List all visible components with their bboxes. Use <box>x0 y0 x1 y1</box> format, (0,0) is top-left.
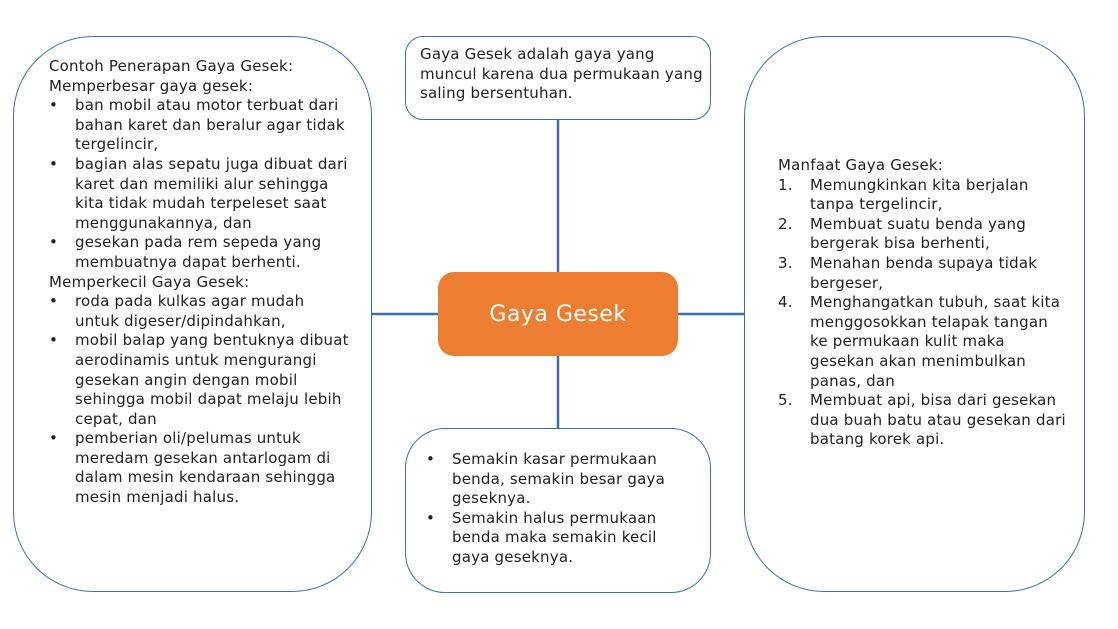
decrease-item: • mobil balap yang bentuknya dibuat aerodinamis untuk mengurangi gesekan angin dengan mobil sehingga mobil dapat melaju lebih cepat, dan <box>49 331 349 428</box>
examples-box <box>13 36 372 592</box>
benefit-item: 4. Menghangatkan tubuh, saat kita menggosokkan telapak tangan ke permukaan kulit maka gesekan akan menimbulkan panas, dan <box>778 293 1061 390</box>
benefits-content <box>778 156 1068 450</box>
bullet: • <box>49 292 59 311</box>
examples-content <box>49 57 349 508</box>
benefit-item: 1. Memungkinkan kita berjalan tanpa tergelincir, <box>778 175 1029 214</box>
bullet: • <box>49 429 59 448</box>
bullet: • <box>426 508 436 527</box>
decrease-heading: Memperkecil Gaya Gesek: <box>49 272 250 291</box>
central-topic <box>438 272 678 356</box>
bullet: • <box>49 331 59 350</box>
properties-box <box>405 428 711 593</box>
bullet: • <box>49 96 59 115</box>
benefits-box <box>744 36 1085 592</box>
bullet: • <box>426 450 436 468</box>
decrease-item: • roda pada kulkas agar mudah untuk digeser/dipindahkan, <box>49 292 305 330</box>
property-item: • Semakin halus permukaan benda maka semakin kecil gaya geseknya. <box>426 508 657 566</box>
property-item: • Semakin kasar permukaan benda, semakin besar gaya geseknya. <box>426 450 665 508</box>
increase-item: • ban mobil atau motor terbuat dari bahan karet dan beralur agar tidak tergelincir, <box>49 96 345 154</box>
increase-item: • gesekan pada rem sepeda yang membuatnya dapat berhenti. <box>49 233 322 271</box>
definition-box <box>405 36 711 120</box>
bullet: • <box>49 154 59 173</box>
bullet: • <box>49 233 59 252</box>
increase-item: • bagian alas sepatu juga dibuat dari karet dan memiliki alur sehingga kita tidak mudah terpeleset saat menggunakannya, dan <box>49 154 348 232</box>
decrease-item: • pemberian oli/pelumas untuk meredam gesekan antarlogam di dalam mesin kendaraan sehingga mesin menjadi halus. <box>49 429 336 507</box>
definition-text: Gaya Gesek adalah gaya yang muncul karena dua permukaan yang saling bersentuhan. <box>420 45 703 103</box>
examples-title: Contoh Penerapan Gaya Gesek: <box>49 57 294 75</box>
central-topic-label: Gaya Gesek <box>489 301 627 327</box>
benefit-item: 3. Menahan benda supaya tidak bergeser, <box>778 253 1038 292</box>
benefits-title: Manfaat Gaya Gesek: <box>778 156 944 174</box>
benefit-item: 5. Membuat api, bisa dari gesekan dua buah batu atau gesekan dari batang korek api. <box>778 391 1066 449</box>
properties-content <box>426 450 696 568</box>
benefit-item: 2. Membuat suatu benda yang bergerak bisa berhenti, <box>778 214 1026 253</box>
increase-heading: Memperbesar gaya gesek: <box>49 76 254 95</box>
